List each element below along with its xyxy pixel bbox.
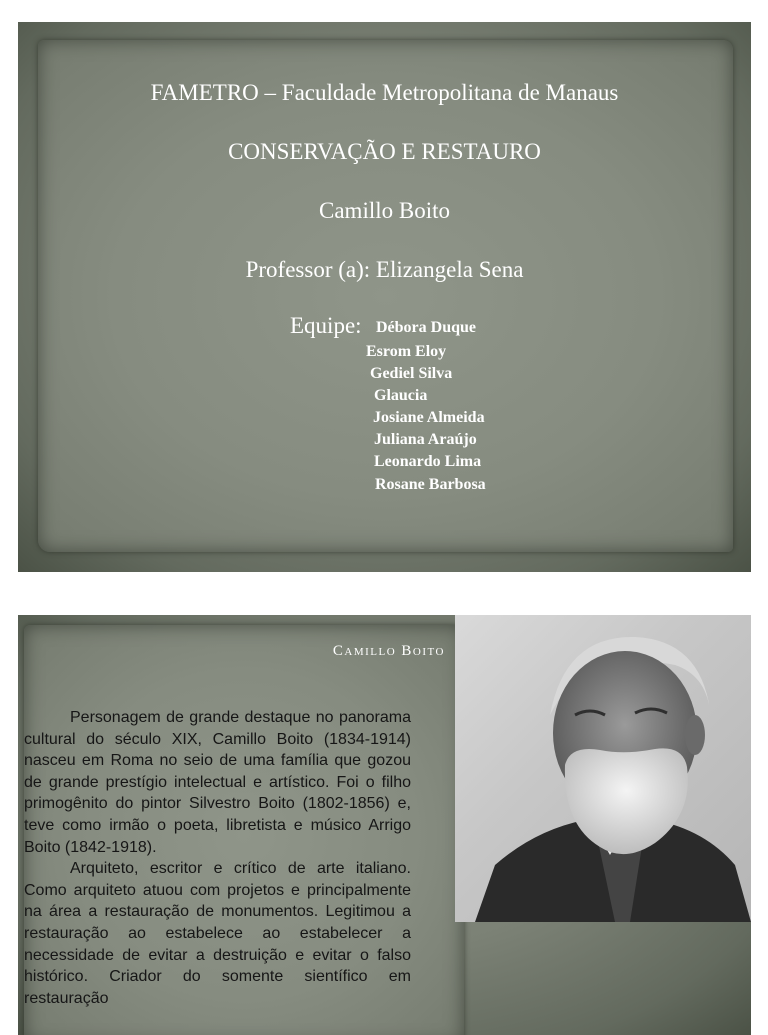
team-member: Josiane Almeida — [373, 409, 485, 426]
portrait-photo — [455, 615, 751, 922]
portrait-illustration — [455, 615, 751, 922]
team-member: Gediel Silva — [370, 365, 453, 382]
institution-name: FAMETRO – Faculdade Metropolitana de Manaus — [150, 80, 619, 105]
slide-title: Camillo Boito — [332, 643, 445, 659]
professor-name: Professor (a): Elizangela Sena — [245, 257, 524, 282]
team-member: Leonardo Lima — [374, 453, 482, 470]
topic-title: Camillo Boito — [319, 198, 450, 223]
team-member: Glaucia — [374, 387, 428, 404]
team-member: Rosane Barbosa — [375, 476, 486, 493]
team-member: Juliana Araújo — [374, 431, 477, 448]
biography-paragraph: Personagem de grande destaque no panorama cultural do século XIX, Camillo Boito (1834-1914) nasceu em Roma no seio de uma família que gozou de grande prestígio intelectual e artístico. Foi o filho primogênito do pintor Silvestro Boito (1802-1856) e, teve como irmão o poeta, libretista e músico Arrigo Boito (1842-1918). — [24, 709, 411, 856]
biography-paragraph: Arquiteto, escritor e crítico de arte italiano. Como arquiteto atuou com projetos e principalmente na área a restauração de monumentos. Legitimou a restauração ao estabelece ao estabelecer a necessidade de evitar a destruição e evitar o falso histórico. Criador do somente sientífico em restauração — [24, 860, 411, 1007]
biography-slide — [18, 615, 751, 1035]
biography-text — [24, 707, 411, 1009]
course-title: CONSERVAÇÃO E RESTAURO — [228, 139, 541, 164]
team-member: Esrom Eloy — [366, 343, 447, 360]
team-member: Débora Duque — [376, 319, 477, 336]
title-slide — [18, 22, 751, 572]
team-label: Equipe: — [290, 313, 362, 338]
